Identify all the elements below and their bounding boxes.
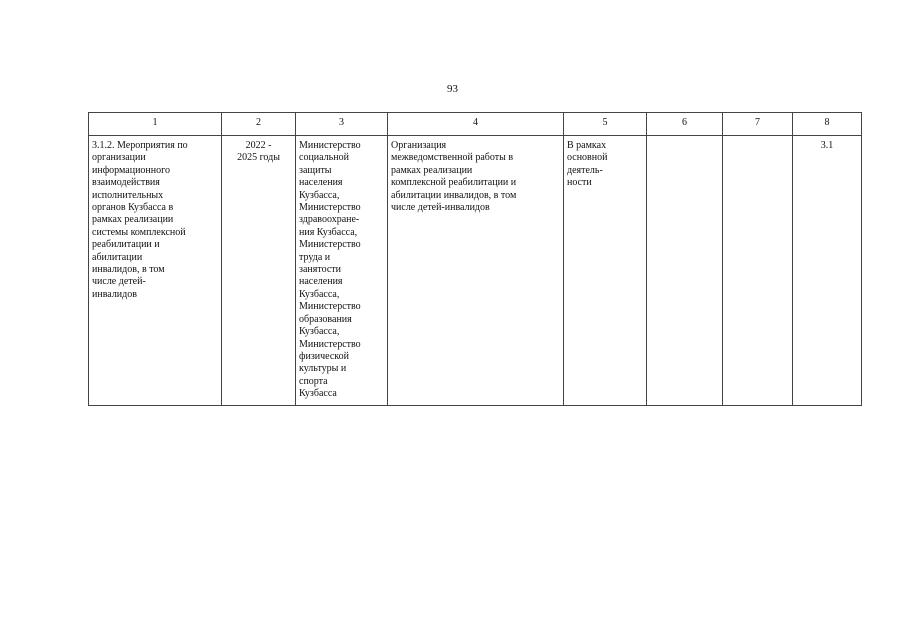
header-col-6: 6 — [647, 113, 723, 136]
cell-line: 3.1.2. Мероприятия по — [92, 140, 188, 151]
header-col-7: 7 — [723, 113, 793, 136]
header-col-2: 2 — [222, 113, 296, 136]
cell-line: Кузбасса — [299, 388, 337, 400]
cell-line: 2022 - — [245, 140, 272, 151]
cell-line: Министерство — [299, 338, 361, 350]
cell-line: населения — [299, 177, 343, 189]
table-row — [89, 136, 862, 406]
cell-line: культуры и — [299, 363, 347, 375]
cell-line: комплексной реабилитации и — [391, 177, 517, 189]
cell-line: занятости — [299, 264, 341, 276]
cell-line: инвалидов, в том — [92, 264, 165, 276]
cell-line: образования — [299, 313, 352, 325]
cell-line: органов Кузбасса в — [92, 202, 174, 214]
cell-line: ности — [567, 177, 592, 189]
cell-line: исполнительных — [92, 189, 164, 201]
cell-description — [388, 136, 564, 406]
cell-line: рамках реализации — [92, 214, 174, 226]
cell-line: взаимодействия — [92, 177, 160, 189]
cell-col-7 — [723, 136, 793, 406]
cell-line: Министерство — [299, 301, 361, 313]
cell-line: системы комплексной — [92, 226, 186, 238]
cell-line: труда и — [299, 251, 331, 263]
cell-line: деятель- — [567, 164, 603, 176]
cell-line: организации — [92, 152, 146, 164]
cell-line: Кузбасса, — [299, 326, 340, 338]
cell-col-6 — [647, 136, 723, 406]
cell-line: защиты — [299, 164, 332, 176]
cell-line: В рамках — [567, 140, 607, 151]
cell-line: рамках реализации — [391, 164, 473, 176]
header-col-1: 1 — [89, 113, 222, 136]
header-col-8: 8 — [793, 113, 862, 136]
header-col-5: 5 — [564, 113, 647, 136]
cell-line: спорта — [299, 375, 328, 387]
cell-line: здравоохране- — [299, 214, 360, 226]
cell-line: основной — [567, 152, 608, 164]
cell-line: числе детей- — [92, 276, 146, 288]
cell-line: Министерство — [299, 202, 361, 214]
cell-indicator-ref: 3.1 — [793, 136, 862, 406]
cell-line: Организация — [391, 140, 447, 151]
page-number: 93 — [447, 83, 458, 95]
cell-line: абилитации инвалидов, в том — [391, 189, 517, 201]
cell-line: межведомственной работы в — [391, 152, 514, 164]
cell-period — [222, 136, 296, 406]
cell-line: реабилитации и — [92, 239, 160, 251]
cell-funding — [564, 136, 647, 406]
cell-line: Кузбасса, — [299, 288, 340, 300]
cell-line: информационного — [92, 164, 170, 176]
header-col-3: 3 — [296, 113, 388, 136]
cell-activity-name — [89, 136, 222, 406]
cell-line: абилитации — [92, 251, 143, 263]
cell-line: числе детей-инвалидов — [391, 202, 490, 214]
cell-line: социальной — [299, 152, 349, 164]
cell-line: ния Кузбасса, — [299, 226, 358, 238]
cell-executors — [296, 136, 388, 406]
cell-line: инвалидов — [92, 288, 137, 300]
cell-line: Министерство — [299, 140, 361, 151]
cell-line: Министерство — [299, 239, 361, 251]
cell-line: населения — [299, 276, 343, 288]
header-row — [89, 113, 862, 136]
cell-line: Кузбасса, — [299, 189, 340, 201]
program-table — [88, 112, 862, 406]
cell-line: физической — [299, 350, 349, 362]
header-col-4: 4 — [388, 113, 564, 136]
cell-line: 2025 годы — [237, 152, 280, 164]
